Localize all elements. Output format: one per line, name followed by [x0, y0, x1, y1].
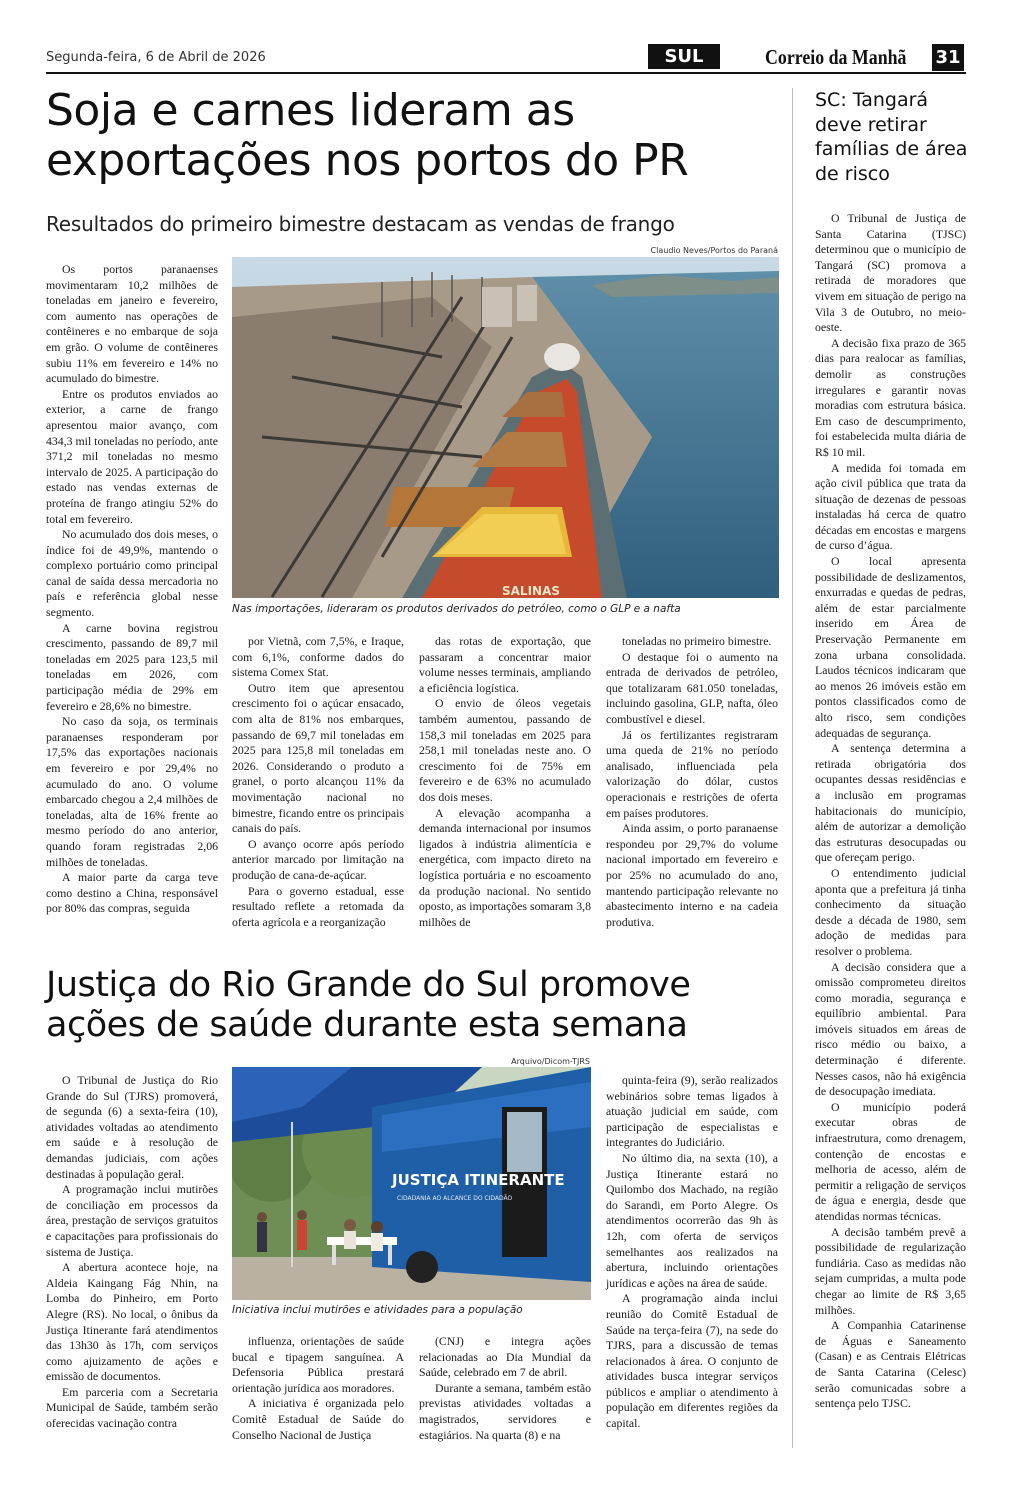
- article1-col2-p4: Para o governo estadual, esse resultado reflete a retomada da oferta agrícola e a reorganização: [232, 883, 404, 929]
- sidebar-p3: A medida foi tomada em ação civil pública que trata da situação de dezenas de pessoas instaladas há cerca de quatro décadas em encostas e margens de curso d’água.: [815, 460, 966, 553]
- sidebar-p5: A sentença determina a retirada obrigatória dos ocupantes dessas residências e a inclusão em programas habitacionais do município, além de autorizar a demolição das estruturas desocupadas ou que ofereçam perigo.: [815, 741, 966, 865]
- article1-col1-p2: Entre os produtos enviados ao exterior, a carne de frango apresentou maior avanço, com 434,3 mil toneladas no período, ante 371,2 mil toneladas no mesmo intervalo de 2025. A participação do estado nas vendas externas de proteína de frango atingiu 52% do total em fevereiro.: [46, 386, 218, 526]
- sidebar-p7: A decisão considera que a omissão comprometeu direitos como moradia, segurança e equilíbrio ambiental. Para imóveis situados em áreas de risco médio ou baixo, a determinação é diferente. Nesses casos, não há exigência de desocupação imediata.: [815, 959, 966, 1099]
- sidebar-p9: A decisão também prevê a possibilidade de regularização fundiária. Caso as medidas não sejam cumpridas, a multa pode chegar ao limite de R$ 3,65 milhões.: [815, 1224, 966, 1317]
- page-date: Segunda-feira, 6 de Abril de 2026: [46, 50, 266, 65]
- section-tag: SUL: [648, 44, 720, 69]
- article1-photo-caption: Nas importações, lideraram os produtos derivados do petróleo, como o GLP e a nafta: [232, 603, 681, 615]
- article2-photo-credit: Arquivo/Dicom-TJRS: [511, 1057, 590, 1066]
- article2-col3-p2: Durante a semana, também estão previstas atividades voltadas a magistrados, servidores e estagiários. Na quarta (8) e na: [419, 1380, 591, 1442]
- article1-col2-p3: O avanço ocorre após período anterior marcado por limitação na produção de cana-de-açúcar.: [232, 836, 404, 882]
- article2-headline: Justiça do Rio Grande do Sul promove ações de saúde durante esta semana: [46, 965, 691, 1045]
- sidebar-p1: O Tribunal de Justiça de Santa Catarina (TJSC) determinou que o município de Tangará (SC) promova a retirada de moradores que vivem em situação de perigo na Vila 3 de Outubro, no meio-oeste.: [815, 211, 966, 335]
- masthead-logo: Correio da Manhã: [765, 45, 907, 69]
- article1-col2-p2: Outro item que apresentou crescimento foi o açúcar ensacado, com alta de 81% nos embarques, passando de 69,7 mil toneladas em 2025 para 125,8 mil toneladas em 2026. Considerando o produto a granel, o porto alcançou 11% da movimentação nacional no bimestre, ficando entre os principais canais do país.: [232, 680, 404, 836]
- article1-col1-p1: Os portos paranaenses movimentaram 10,2 milhões de toneladas em janeiro e fevereiro, com aumento nas operações de contêineres e no embarque de soja em grão. O volume de contêineres subiu 11% em fevereiro e 14% no acumulado do bimestre.: [46, 262, 218, 386]
- article2-col4-p1: quinta-feira (9), serão realizados webinários sobre temas ligados à atuação judicial em saúde, com participação de especialistas e integrantes do Judiciário.: [606, 1073, 778, 1150]
- bus-photo: [232, 1067, 591, 1300]
- article2-col1-p4: Em parceria com a Secretaria Municipal de Saúde, também serão oferecidas vacinação contra: [46, 1384, 218, 1431]
- article2-col3-p1: (CNJ) e integra ações relacionadas ao Dia Mundial da Saúde, celebrado em 7 de abril.: [419, 1334, 591, 1380]
- bus-subtext: CIDADANIA AO ALCANCE DO CIDADÃO: [397, 1195, 513, 1202]
- article1-col2-p1: por Vietnã, com 7,5%, e Iraque, com 6,1%, conforme dados do sistema Comex Stat.: [232, 634, 404, 680]
- article2-col1: [46, 1073, 218, 1432]
- article1-col4-p1: toneladas no primeiro bimestre.: [622, 634, 772, 648]
- port-photo: [232, 257, 779, 598]
- article1-headline: Soja e carnes lideram as exportações nos portos do PR: [46, 85, 689, 187]
- article1-col3-p3: A elevação acompanha a demanda internacional por insumos ligados à indústria alimentícia e energética, com impacto direto na logística portuária e no escoamento da produção nacional. No sentido oposto, as importações somaram 3,8 milhões de: [419, 805, 591, 929]
- article1-col4: [606, 634, 778, 930]
- article1-col2: [232, 634, 404, 930]
- article2-col2: [232, 1334, 404, 1443]
- article2-col1-p2: A programação inclui mutirões de conciliação em processos da área, prestação de serviços gratuitos e capacitações para profissionais do sistema de Justiça.: [46, 1182, 218, 1259]
- article2-col4: [606, 1073, 778, 1432]
- article2-col3: [419, 1334, 591, 1443]
- article1-photo-credit: Claudio Neves/Portos do Paraná: [650, 246, 778, 255]
- article2-col1-p3: A abertura acontece hoje, na Aldeia Kaingang Fág Nhin, na Lomba do Pinheiro, em Porto Alegre (RS). No local, o ônibus da Justiça Itinerante fará atendimentos das 13h30 às 17h, com serviços como ajuizamento de ações e emissão de documentos.: [46, 1260, 218, 1384]
- article1-col1-p6: A maior parte da carga teve como destino a China, responsável por 80% das compras, seguida: [46, 870, 218, 916]
- sidebar-p4: O local apresenta possibilidade de deslizamentos, enxurradas e quedas de pedras, além de estar parcialmente inserido em Área de Preservação Permanente em zona urbana consolidada. Laudos técnicos indicaram que ao menos 26 imóveis estão em pontos classificados como de alto risco, sem condições adequadas de segurança.: [815, 554, 966, 740]
- article1-col3-p1: das rotas de exportação, que passaram a concentrar maior volume nesses terminais, ampliando a eficiência logística.: [419, 634, 591, 695]
- article2-col4-p3: A programação ainda inclui reunião do Comitê Estadual de Saúde na terça-feira (7), na sede do TJRS, para a discussão de temas relacionados à área. O conjunto de atividades busca integrar serviços públicos e ampliar o atendimento à população em diferentes regiões da capital.: [606, 1291, 778, 1431]
- page-number: 31: [932, 44, 964, 71]
- article1-col1-p3: No acumulado dos dois meses, o índice foi de 49,9%, mantendo o complexo portuário como principal canal de saída dessa mercadoria no país e referência global nesse segmento.: [46, 527, 218, 620]
- article1-col1-p4: A carne bovina registrou crescimento, passando de 89,7 mil toneladas em 2025 para 123,5 mil toneladas em 2026, com participação média de 29% em fevereiro e 28,6% no bimestre.: [46, 620, 218, 713]
- article2-col2-p1: influenza, orientações de saúde bucal e tipagem sanguínea. A Defensoria Pública prestará orientação jurídica aos moradores.: [232, 1334, 404, 1395]
- article2-col1-p1: O Tribunal de Justiça do Rio Grande do Sul (TJRS) promoverá, de segunda (6) a sexta-feira (10), atividades voltadas ao atendimento em saúde e à resolução de demandas judiciais, com ações destinadas à população geral.: [46, 1073, 218, 1181]
- sidebar-divider: [792, 88, 793, 1448]
- article1-col3-p2: O envio de óleos vegetais também aumentou, passando de 158,3 mil toneladas em 2025 para 258,1 mil toneladas neste ano. O crescimento foi de 75% em fevereiro e de 63% no acumulado dos dois meses.: [419, 696, 591, 804]
- sidebar-p10: A Companhia Catarinense de Águas e Saneamento (Casan) e as Centrais Elétricas de Santa Catarina (Celesc) serão comunicadas sobre a sentença pelo TJSC.: [815, 1318, 966, 1411]
- article1-col3: [419, 634, 591, 930]
- header-rule: [46, 72, 966, 74]
- bus-text: JUSTIÇA ITINERANTE: [392, 1171, 565, 1189]
- sidebar-headline: SC: Tangará deve retirar famílias de área de risco: [815, 89, 968, 186]
- article2-col2-p2: A iniciativa é organizada pelo Comitê Estadual de Saúde do Conselho Nacional de Justiça: [232, 1396, 404, 1442]
- article1-col4-p3: Já os fertilizantes registraram uma queda de 21% no período analisado, influenciada pela valorização do dólar, custos operacionais e restrições de oferta em países produtores.: [606, 727, 778, 820]
- article2-col4-p2: No último dia, na sexta (10), a Justiça Itinerante estará no Quilombo dos Machado, na região do Sarandi, em Porto Alegre. Os atendimentos ocorrerão das 9h às 12h, com oferta de serviços semelhantes aos realizados na abertura, incluindo orientações jurídicas e ações na área de saúde.: [606, 1150, 778, 1290]
- article1-col4-p4: Ainda assim, o porto paranaense respondeu por 29,7% do volume nacional importado em fevereiro e por 25% no acumulado do ano, mantendo participação relevante no abastecimento interno e na cadeia produtiva.: [606, 821, 778, 929]
- ship-name-text: SALINAS: [502, 584, 561, 598]
- sidebar-body: [815, 211, 966, 1412]
- article1-col1-p5: No caso da soja, os terminais paranaenses responderam por 17,5% das exportações nacionais em fevereiro e por 29,4% no acumulado do ano. O volume embarcado chegou a 2,4 milhões de toneladas, alta de 16% frente ao mesmo período do ano anterior, quando foram registradas 2,06 milhões de toneladas.: [46, 714, 218, 869]
- sidebar-p2: A decisão fixa prazo de 365 dias para realocar as famílias, demolir as construções irregulares e garantir novas moradias com estrutura básica. Em caso de descumprimento, foi estabelecida multa diária de R$ 10 mil.: [815, 335, 966, 459]
- sidebar-p6: O entendimento judicial aponta que a prefeitura já tinha conhecimento da situação desde a década de 1980, sem adoção de medidas para resolver o problema.: [815, 865, 966, 958]
- article2-photo-caption: Iniciativa inclui mutirões e atividades para a população: [232, 1304, 523, 1316]
- sidebar-p8: O município poderá executar obras de infraestrutura, como drenagem, contenção de encostas e melhoria de acesso, além de permitir a religação de serviços de água e energia, desde que atendidas normas técnicas.: [815, 1099, 966, 1223]
- article1-col4-p2: O destaque foi o aumento na entrada de derivados de petróleo, que totalizaram 681.050 toneladas, incluindo gasolina, GLP, nafta, óleo combustível e diesel.: [606, 649, 778, 726]
- article1-col1: [46, 262, 218, 917]
- article1-subheadline: Resultados do primeiro bimestre destacam as vendas de frango: [46, 212, 675, 236]
